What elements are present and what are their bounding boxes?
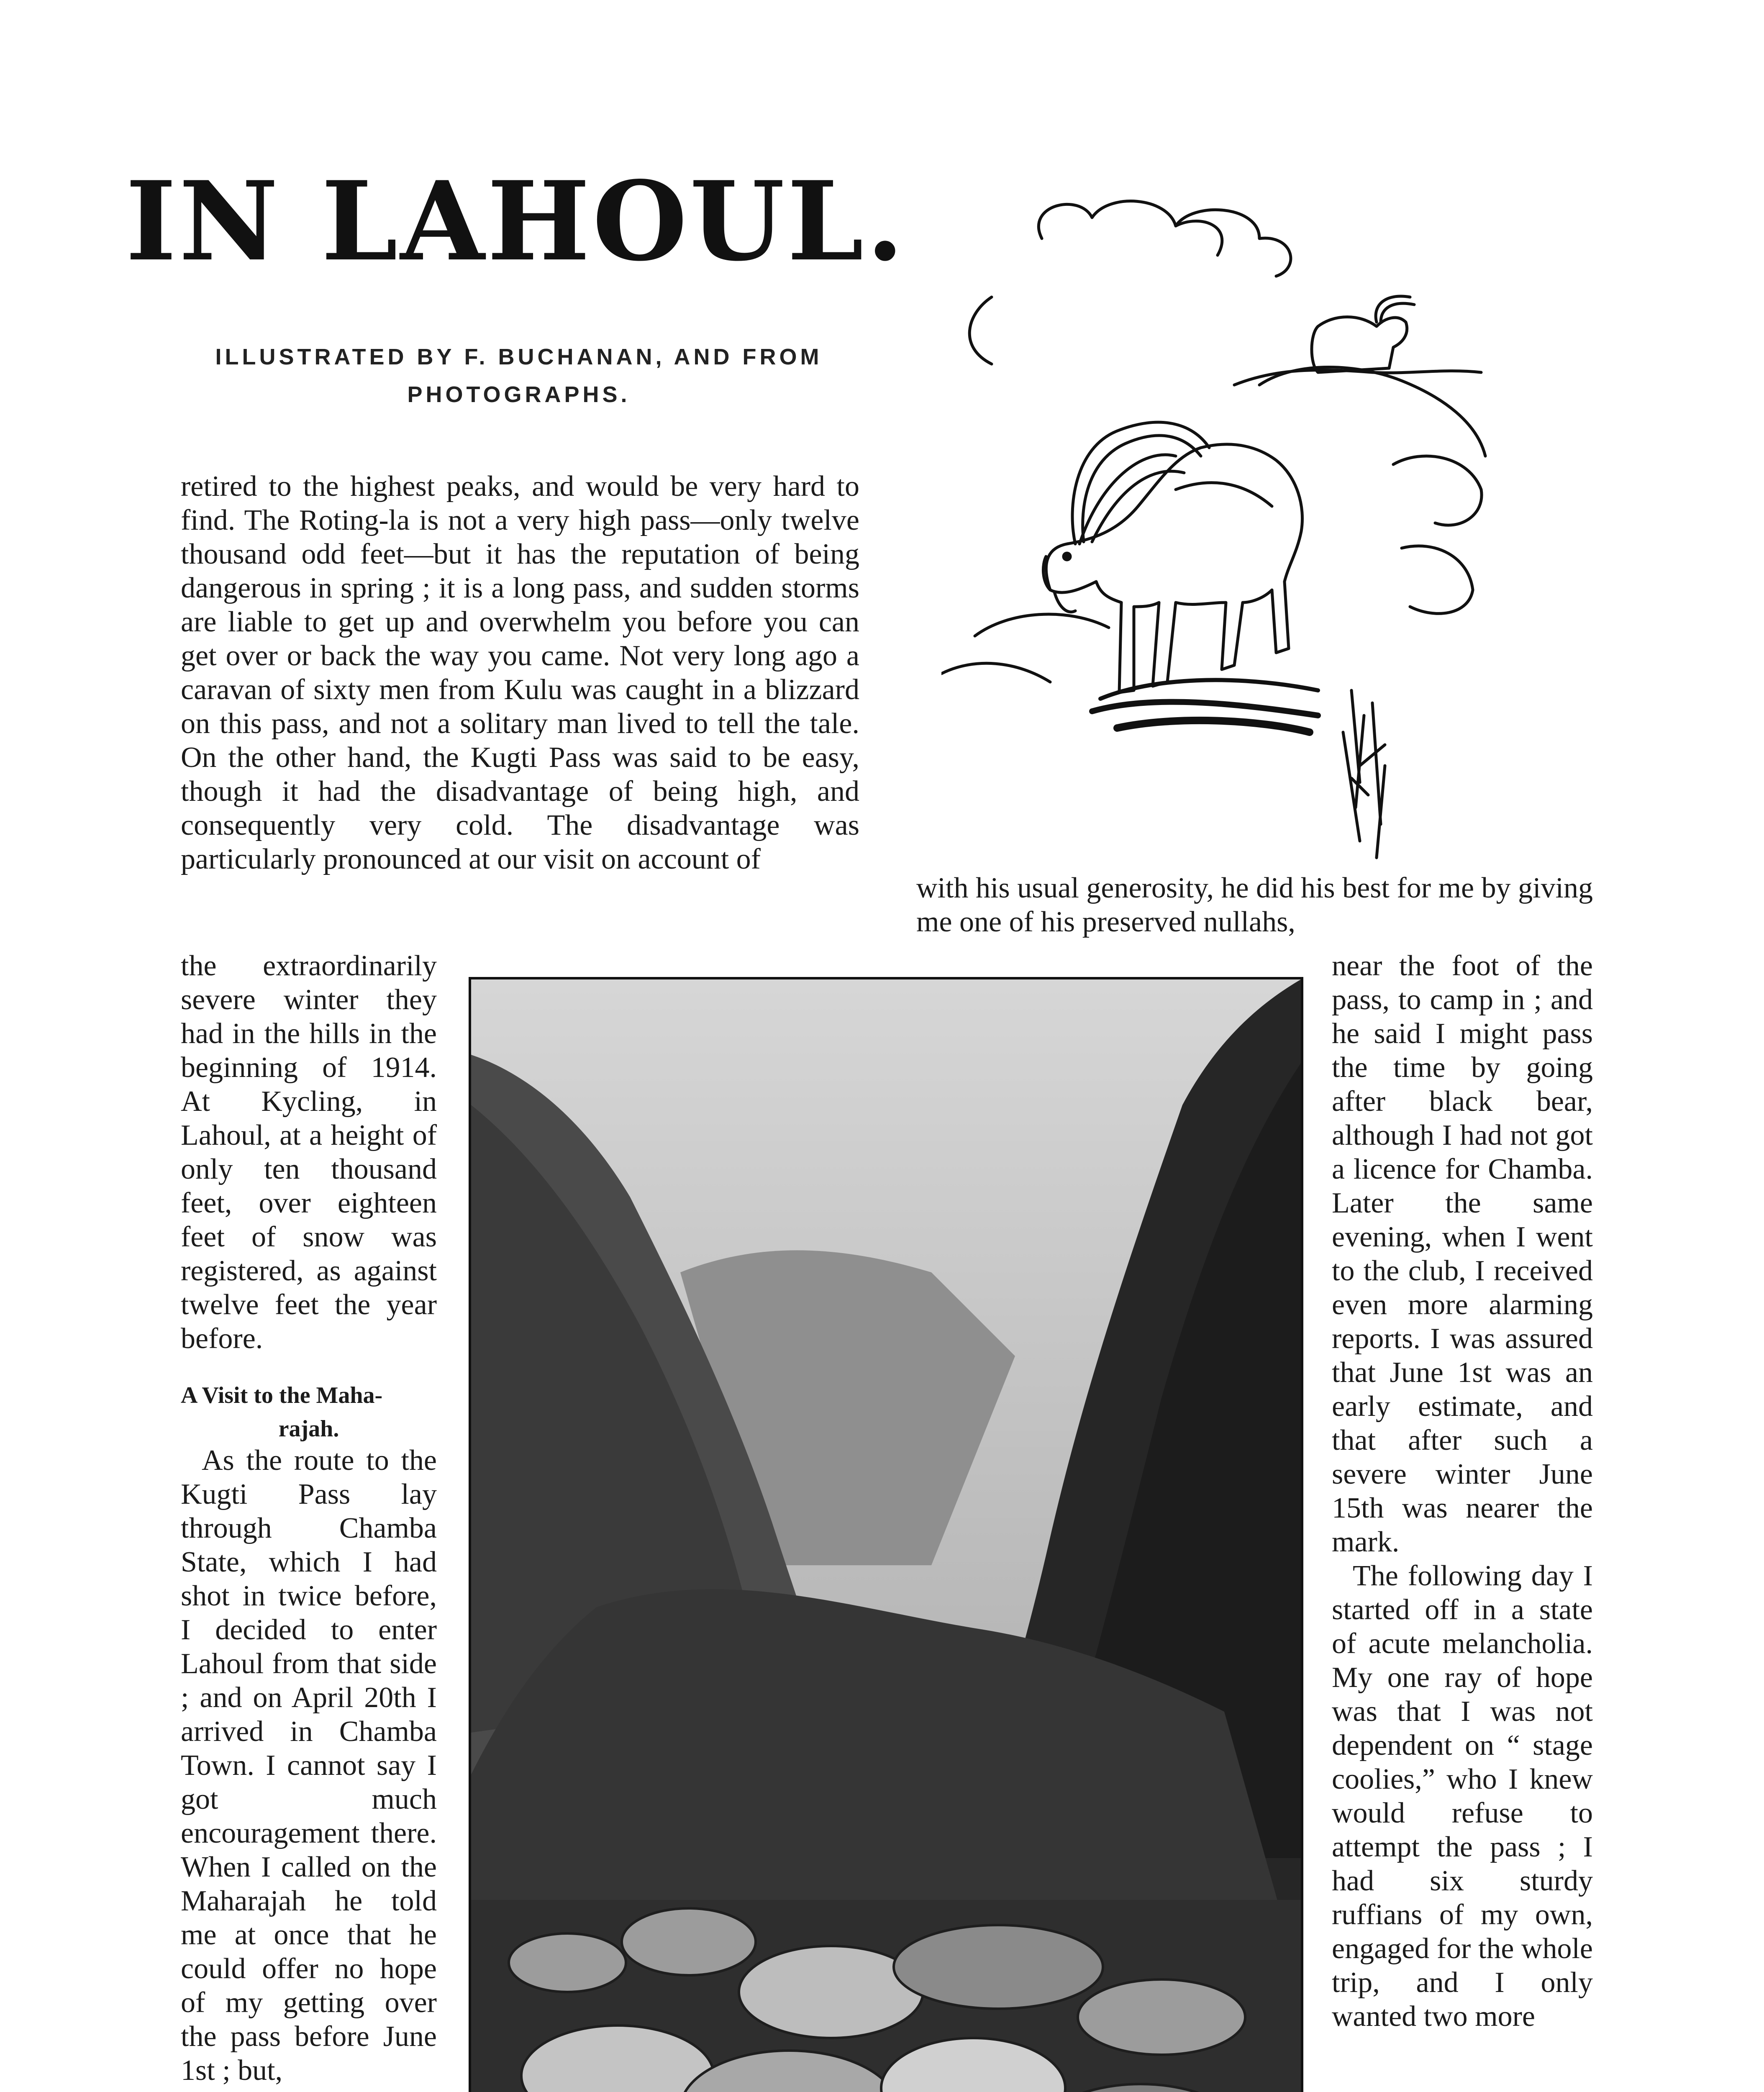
ibex-illustration — [941, 188, 1498, 874]
nullah-photograph — [469, 977, 1303, 2092]
photograph-image — [471, 979, 1301, 2092]
article-title: IN LAHOUL. — [126, 158, 907, 285]
section-subhead: A Visit to the Maha- — [181, 1382, 383, 1408]
text-column-left-top — [181, 469, 859, 876]
text-column-right-top — [916, 871, 1593, 939]
byline: ILLUSTRATED BY F. BUCHANAN, AND FROM PHOTOGRAPHS. — [215, 344, 823, 407]
paragraph: As the route to the Kugti Pass lay through Chamba State, which I had shot in twice before, I decided to enter Lahoul from that side ; and on April 20th I arrived in Chamba Town. I cannot say I got much encouragement there. When I called on the Maharajah he told me at once that he could offer no hope of my getting over the pass before June 1st ; but, — [181, 1444, 437, 2087]
paragraph: with his usual generosity, he did his best for me by giving me one of his preserved nullahs, — [916, 872, 1593, 938]
paragraph: The following day I started off in a state of acute melancholia. My one ray of hope was that I was not dependent on “ stage coolies,” who I knew would refuse to attempt the pass ; I had six sturdy ruffians of my own, engaged for the whole trip, and I only wanted two more — [1332, 1560, 1593, 2033]
paragraph: near the foot of the pass, to camp in ; and he said I might pass the time by going after black bear, although I had not got a licence for Chamba. Later the same evening, when I went to the club, I received even more alarming reports. I was assured that June 1st was an early estimate, and that after such a severe winter June 15th was nearer the mark. — [1332, 950, 1593, 1558]
paragraph: the extraordinarily severe winter they had in the hills in the beginning of 1914. At Kycling, in Lahoul, at a height of only ten thousand feet, over eighteen feet of snow was registered, as against twelve feet the year before. — [181, 950, 437, 1355]
paragraph: retired to the highest peaks, and would be very hard to find. The Roting-la is not a very high pass—only twelve thousand odd feet—but it has the reputation of being dangerous in spring ; it is a long pass, and sudden storms are liable to get up and overwhelm you before you can get over or back the way you came. Not very long ago a caravan of sixty men from Kulu was caught in a blizzard on this pass, and not a solitary man lived to tell the tale. On the other hand, the Kugti Pass was said to be easy, though it had the disadvantage of being high, and consequently very cold. The disadvantage was particularly pronounced at our visit on account of — [181, 470, 859, 875]
section-subhead-continued: rajah. — [278, 1416, 339, 1442]
text-column-right-narrow — [1332, 949, 1593, 2033]
text-column-left-narrow — [181, 949, 437, 2087]
